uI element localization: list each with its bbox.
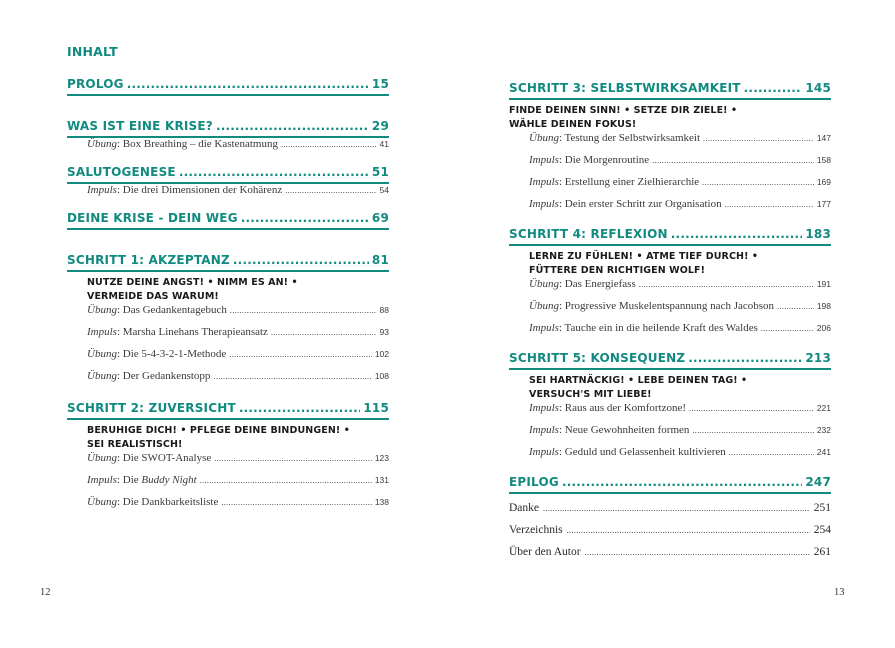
section-page-number: 145 — [805, 81, 831, 95]
dot-leader — [221, 498, 371, 507]
toc-section — [67, 250, 389, 392]
entry-page-number: 93 — [379, 327, 389, 337]
section-title: SCHRITT 3: SELBSTWIRKSAMKEIT — [509, 81, 741, 95]
appendix-label: Danke — [509, 502, 540, 514]
dot-leader — [216, 119, 369, 133]
entry-label — [87, 370, 210, 382]
dot-leader — [285, 186, 376, 195]
entry-type: Impuls — [87, 474, 117, 486]
entry-type: Übung — [87, 452, 117, 464]
toc-entry[interactable] — [509, 424, 831, 446]
entry-label — [87, 496, 218, 508]
toc-entry[interactable] — [509, 154, 831, 176]
section-subtitle — [509, 250, 831, 278]
section-page-number: 183 — [805, 227, 831, 241]
dot-leader — [777, 302, 814, 311]
entry-italic-text: Buddy Night — [141, 474, 197, 486]
section-title: DEINE KRISE - DEIN WEG — [67, 211, 238, 225]
toc-entry[interactable] — [509, 402, 831, 424]
entry-text: : Die SWOT-Analyse — [116, 452, 212, 464]
section-page-number: 29 — [371, 119, 389, 133]
entry-page-number: 138 — [374, 497, 389, 507]
toc-entry[interactable] — [67, 348, 389, 370]
entry-text: : Die Dankbarkeitsliste — [116, 496, 219, 508]
toc-entry[interactable] — [67, 304, 389, 326]
appendix-label: Über den Autor — [509, 546, 581, 558]
right-page — [447, 0, 895, 648]
entry-text: : Erstellung einer Zielhierarchie — [558, 176, 700, 188]
entry-text: : Die 5-4-3-2-1-Methode — [116, 348, 227, 360]
section-page-number: 69 — [371, 211, 389, 225]
entry-label — [529, 176, 699, 188]
subtitle-line: VERSUCH'S MIT LIEBE! — [529, 389, 652, 400]
section-heading[interactable] — [67, 162, 389, 184]
entry-type: Impuls — [529, 154, 559, 166]
entry-text: : Dein erster Schritt zur Organisation — [558, 198, 722, 210]
toc-entry[interactable] — [509, 198, 831, 220]
toc-entry[interactable] — [509, 278, 831, 300]
subtitle-line: BERUHIGE DICH! • PFLEGE DEINE BINDUNGEN! • — [87, 425, 350, 436]
section-title: EPILOG — [509, 475, 559, 489]
entry-page-number: 221 — [816, 403, 831, 413]
dot-leader — [729, 448, 814, 457]
entry-page-number: 102 — [374, 349, 389, 359]
dot-leader — [127, 77, 369, 91]
dot-leader — [562, 475, 802, 489]
entry-text: : Geduld und Gelassenheit kultivieren — [558, 446, 726, 458]
entry-text: : Tauche ein in die heilende Kraft des Waldes — [558, 322, 758, 334]
section-title: WAS IST EINE KRISE? — [67, 119, 213, 133]
toc-section — [67, 162, 389, 206]
toc-entry[interactable] — [67, 370, 389, 392]
entry-page-number: 108 — [374, 371, 389, 381]
toc-section — [67, 208, 389, 230]
entry-text: : Der Gedankenstopp — [116, 370, 211, 382]
entry-type: Impuls — [529, 446, 559, 458]
entry-text: : Die drei Dimensionen der Kohärenz — [116, 184, 283, 196]
entry-label — [87, 304, 227, 316]
entry-text: : Das Gedankentagebuch — [116, 304, 227, 316]
section-page-number: 81 — [371, 253, 389, 267]
entry-label — [529, 198, 722, 210]
subtitle-line: FINDE DEINEN SINN! • SETZE DIR ZIELE! • — [509, 105, 738, 116]
dot-leader — [271, 328, 377, 337]
dot-leader — [229, 350, 372, 359]
contents-title: INHALT — [67, 44, 118, 59]
entry-page-number: 191 — [816, 279, 831, 289]
entry-type: Impuls — [529, 424, 559, 436]
entry-label — [87, 348, 226, 360]
dot-leader — [688, 351, 802, 365]
dot-leader — [585, 548, 810, 557]
dot-leader — [543, 504, 810, 513]
entry-type: Übung — [87, 304, 117, 316]
entry-type: Übung — [87, 138, 117, 150]
dot-leader — [761, 324, 814, 333]
entry-type: Übung — [87, 496, 117, 508]
entry-type: Impuls — [87, 326, 117, 338]
toc-entry[interactable] — [509, 446, 831, 468]
toc-entry[interactable] — [509, 176, 831, 198]
entry-text: : Raus aus der Komfortzone! — [558, 402, 687, 414]
dot-leader — [241, 211, 369, 225]
toc-section — [67, 398, 389, 518]
appendix-page-number: 254 — [813, 524, 831, 536]
section-heading[interactable] — [67, 208, 389, 230]
section-subtitle — [67, 276, 389, 304]
entry-text: : Marsha Linehans Therapieansatz — [116, 326, 268, 338]
entry-page-number: 88 — [379, 305, 389, 315]
subtitle-line: VERMEIDE DAS WARUM! — [87, 291, 219, 302]
section-heading[interactable] — [67, 398, 389, 420]
left-page — [0, 0, 447, 648]
appendix-entry[interactable] — [509, 524, 831, 546]
entry-text: : Neue Gewohnheiten formen — [558, 424, 690, 436]
dot-leader — [671, 227, 803, 241]
entry-text: : Die — [116, 474, 142, 486]
entry-type: Übung — [87, 348, 117, 360]
dot-leader — [213, 372, 371, 381]
dot-leader — [652, 156, 814, 165]
entry-type: Übung — [529, 300, 559, 312]
toc-entry[interactable] — [509, 132, 831, 154]
appendix-label: Verzeichnis — [509, 524, 563, 536]
entry-type: Impuls — [87, 184, 117, 196]
entry-label — [87, 474, 197, 486]
left-toc-column — [67, 44, 389, 518]
entry-label — [529, 300, 774, 312]
toc-entry[interactable] — [67, 138, 389, 160]
dot-leader — [639, 280, 814, 289]
subtitle-line: SEI HARTNÄCKIG! • LEBE DEINEN TAG! • — [529, 375, 748, 386]
toc-section — [509, 472, 831, 494]
entry-label — [529, 278, 636, 290]
section-heading[interactable] — [67, 116, 389, 138]
toc-entry[interactable] — [67, 452, 389, 474]
appendix-page-number: 261 — [813, 546, 831, 558]
section-heading[interactable] — [509, 78, 831, 100]
entry-type: Übung — [529, 132, 559, 144]
entry-text: : Progressive Muskelentspannung nach Jacobson — [558, 300, 775, 312]
subtitle-line: WÄHLE DEINEN FOKUS! — [509, 119, 637, 130]
dot-leader — [567, 526, 810, 535]
entry-label — [529, 402, 686, 414]
entry-page-number: 177 — [816, 199, 831, 209]
entry-text: : Die Morgenroutine — [558, 154, 650, 166]
dot-leader — [239, 401, 360, 415]
dot-leader — [702, 178, 814, 187]
entry-text: : Testung der Selbstwirksamkeit — [558, 132, 701, 144]
entry-label — [87, 452, 211, 464]
section-title: PROLOG — [67, 77, 124, 91]
entry-page-number: 232 — [816, 425, 831, 435]
section-subtitle — [67, 424, 389, 452]
toc-section — [509, 78, 831, 220]
dot-leader — [214, 454, 372, 463]
subtitle-line: SEI REALISTISCH! — [87, 439, 183, 450]
section-heading[interactable] — [509, 348, 831, 370]
entry-text: : Das Energiefass — [558, 278, 636, 290]
toc-entry[interactable] — [67, 326, 389, 348]
section-title: SCHRITT 1: AKZEPTANZ — [67, 253, 230, 267]
toc-entry[interactable] — [509, 300, 831, 322]
dot-leader — [692, 426, 813, 435]
section-title: SALUTOGENESE — [67, 165, 176, 179]
toc-section — [509, 224, 831, 344]
page-number-left: 12 — [40, 587, 51, 598]
entry-label — [529, 424, 689, 436]
appendix-page-number: 251 — [813, 502, 831, 514]
section-heading[interactable] — [509, 224, 831, 246]
entry-label — [529, 322, 758, 334]
entry-label — [87, 138, 278, 150]
entry-label — [529, 446, 726, 458]
dot-leader — [230, 306, 377, 315]
dot-leader — [281, 140, 377, 149]
dot-leader — [744, 81, 803, 95]
dot-leader — [233, 253, 369, 267]
toc-section — [67, 116, 389, 160]
dot-leader — [179, 165, 369, 179]
toc-section — [509, 348, 831, 468]
entry-page-number: 54 — [379, 185, 389, 195]
appendix-entry[interactable] — [509, 502, 831, 524]
appendix-entry[interactable] — [509, 546, 831, 568]
section-title: SCHRITT 4: REFLEXION — [509, 227, 668, 241]
toc-entry[interactable] — [67, 474, 389, 496]
dot-leader — [725, 200, 814, 209]
toc-entry[interactable] — [67, 184, 389, 206]
toc-entry[interactable] — [67, 496, 389, 518]
dot-leader — [689, 404, 814, 413]
page-number-right: 13 — [834, 587, 845, 598]
subtitle-line: FÜTTERE DEN RICHTIGEN WOLF! — [529, 265, 706, 276]
entry-page-number: 147 — [816, 133, 831, 143]
entry-type: Übung — [87, 370, 117, 382]
section-heading[interactable] — [67, 74, 389, 96]
entry-label — [529, 154, 649, 166]
section-title: SCHRITT 2: ZUVERSICHT — [67, 401, 236, 415]
toc-entry[interactable] — [509, 322, 831, 344]
entry-page-number: 198 — [816, 301, 831, 311]
section-page-number: 51 — [371, 165, 389, 179]
dot-leader — [703, 134, 814, 143]
section-subtitle — [509, 104, 831, 132]
right-toc-column — [509, 78, 831, 568]
subtitle-line: LERNE ZU FÜHLEN! • ATME TIEF DURCH! • — [529, 251, 759, 262]
entry-type: Übung — [529, 278, 559, 290]
entry-type: Impuls — [529, 176, 559, 188]
section-heading[interactable] — [509, 472, 831, 494]
entry-page-number: 169 — [816, 177, 831, 187]
entry-page-number: 131 — [374, 475, 389, 485]
section-subtitle — [509, 374, 831, 402]
section-page-number: 247 — [805, 475, 831, 489]
entry-label — [87, 326, 268, 338]
subtitle-line: NUTZE DEINE ANGST! • NIMM ES AN! • — [87, 277, 298, 288]
entry-type: Impuls — [529, 402, 559, 414]
dot-leader — [200, 476, 372, 485]
entry-type: Impuls — [529, 322, 559, 334]
entry-page-number: 41 — [379, 139, 389, 149]
section-page-number: 213 — [805, 351, 831, 365]
entry-label — [529, 132, 700, 144]
entry-page-number: 158 — [816, 155, 831, 165]
section-page-number: 115 — [363, 401, 389, 415]
section-heading[interactable] — [67, 250, 389, 272]
entry-text: : Box Breathing – die Kastenatmung — [116, 138, 278, 150]
entry-label — [87, 184, 282, 196]
entry-page-number: 206 — [816, 323, 831, 333]
entry-type: Impuls — [529, 198, 559, 210]
entry-page-number: 241 — [816, 447, 831, 457]
toc-section — [67, 74, 389, 96]
section-page-number: 15 — [371, 77, 389, 91]
section-title: SCHRITT 5: KONSEQUENZ — [509, 351, 686, 365]
entry-page-number: 123 — [374, 453, 389, 463]
